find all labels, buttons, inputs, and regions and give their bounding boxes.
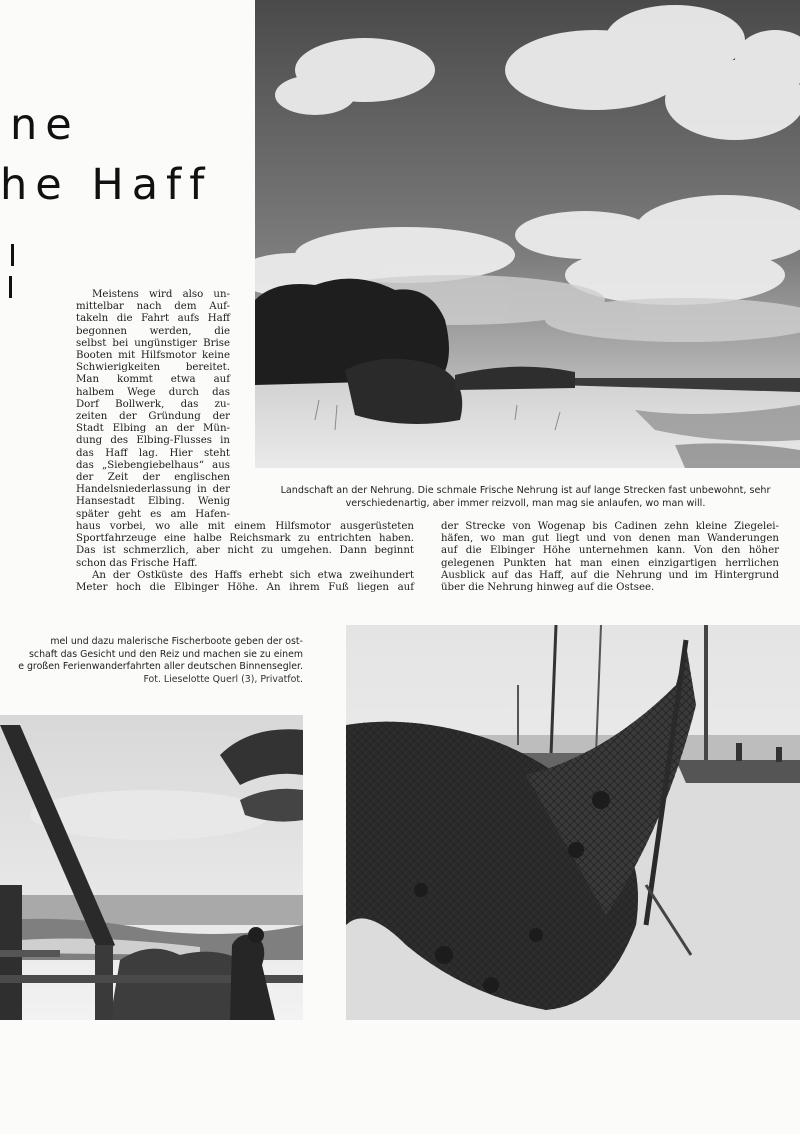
text-line: der Zeit der englischen: [76, 472, 230, 484]
text-line: Man kommt etwa auf: [76, 374, 230, 386]
photo-caption-top: [253, 484, 798, 510]
text-line: takeln die Fahrt aufs Haff: [76, 313, 230, 325]
text-line: begonnen werden, die: [76, 325, 230, 337]
landscape-nehrung-photo: [255, 0, 800, 468]
elbinger-hoehe-viewpoint-photo: [0, 715, 303, 1020]
caption-top-line-1: Landschaft an der Nehrung. Die schmale Frische Nehrung ist auf lange Strecken fast unbewohnt, sehr: [280, 485, 771, 496]
text-line: Sportfahrzeuge eine halbe Reichsmark zu entrichten haben.: [76, 533, 414, 545]
text-line: selbst bei ungünstiger Brise: [76, 337, 230, 349]
text-line: Hansestadt Elbing. Wenig: [76, 496, 230, 508]
article-wide-column: [76, 521, 414, 594]
caption-bottom-line-1: mel und dazu malerische Fischerboote geben der ost-: [50, 636, 303, 647]
text-line: der Strecke von Wogenap bis Cadinen zehn kleine Ziegelei-: [441, 521, 779, 532]
text-line: schon das Frische Haff.: [76, 557, 198, 569]
text-line: An der Ostküste des Haffs erhebt sich etwa zweihundert: [92, 569, 414, 581]
caption-top-line-2: verschiedenartig, aber immer reizvoll, man mag sie anlaufen, wo man will.: [345, 498, 706, 509]
text-line: Meistens wird also un-: [92, 289, 230, 300]
caption-bottom-line-3: e großen Ferienwanderfahrten aller deutschen Binnensegler.: [18, 661, 303, 672]
text-line: das Haff lag. Hier steht: [76, 447, 230, 459]
text-line: mittelbar nach dem Auf-: [76, 301, 230, 313]
text-line: dung des Elbing-Flusses in: [76, 435, 230, 447]
article-right-column: [441, 521, 779, 594]
text-line: haus vorbei, wo alle mit einem Hilfsmotor ausgerüsteten: [76, 521, 414, 532]
text-line: Handelsniederlassung in der: [76, 484, 230, 496]
text-line: das „Siebengiebelhaus“ aus: [76, 459, 230, 471]
text-line: Dorf Bollwerk, das zu-: [76, 398, 230, 410]
title-mark-2: [9, 276, 12, 298]
article-narrow-column: [76, 289, 230, 521]
text-line: Stadt Elbing an der Mün-: [76, 423, 230, 435]
fishing-nets-beach-photo: [346, 625, 800, 1020]
text-line: über die Nehrung hinweg auf die Ostsee.: [441, 582, 655, 594]
title-mark-1: [11, 244, 14, 266]
title-line-2: he Haff: [0, 160, 213, 210]
text-line: auf die Elbinger Höhe unternehmen kann. Von den höher: [441, 545, 779, 557]
text-line: Meter hoch die Elbinger Höhe. An ihrem Fuß liegen auf: [76, 582, 414, 594]
text-line: häfen, wo man gut liegt und von denen man Wanderungen: [441, 533, 779, 545]
text-line: später geht es am Hafen-: [76, 508, 230, 520]
text-line: zeiten der Gründung der: [76, 411, 230, 423]
text-line: gelegenen Punkten hat man einen einzigartigen herrlichen: [441, 557, 779, 569]
text-line: Das ist schmerzlich, aber nicht zu umgehen. Dann beginnt: [76, 545, 414, 557]
text-line: halbem Wege durch das: [76, 386, 230, 398]
text-line: Ausblick auf das Haff, auf die Nehrung und im Hintergrund: [441, 569, 779, 581]
photo-credit: Fot. Lieselotte Querl (3), Privatfot.: [143, 673, 303, 685]
photo-caption-bottom: [0, 636, 303, 686]
title-line-1: ne: [10, 100, 80, 150]
text-line: Schwierigkeiten bereitet.: [76, 362, 230, 374]
caption-bottom-line-2: schaft das Gesicht und den Reiz und machen sie zu einem: [29, 648, 303, 660]
text-line: Booten mit Hilfsmotor keine: [76, 350, 230, 362]
